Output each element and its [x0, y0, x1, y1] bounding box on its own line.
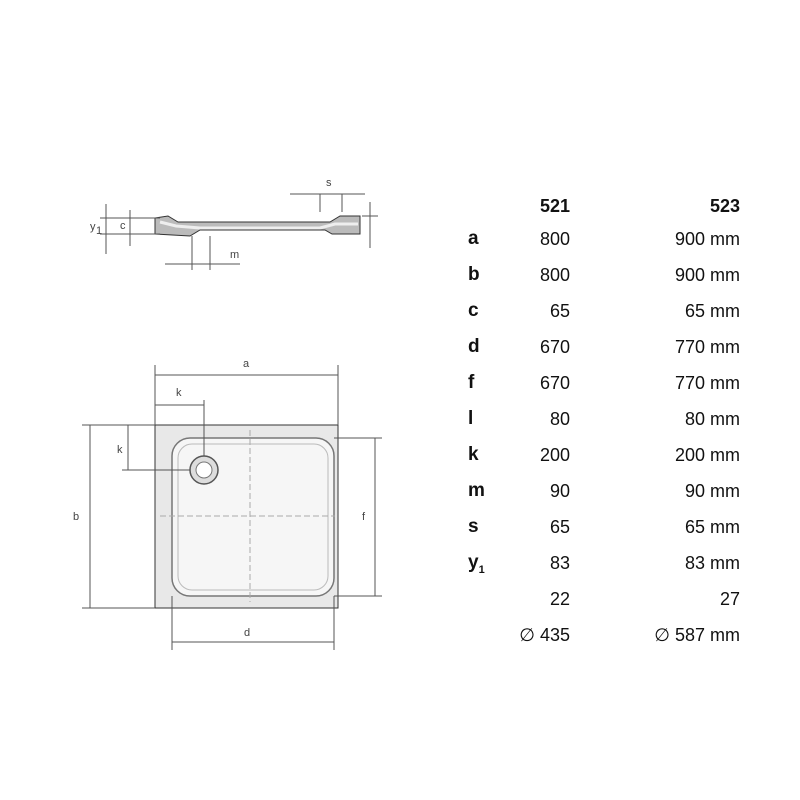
row-value-col1: 80	[549, 409, 570, 429]
table-row	[460, 619, 750, 655]
row-key: c	[468, 300, 479, 321]
dim-label-y1-sub: 1	[96, 225, 103, 237]
row-key: f	[468, 372, 475, 393]
row-key: k	[468, 444, 479, 465]
row-value-col2: 900 mm	[674, 265, 740, 285]
row-key-subscript: 1	[478, 563, 485, 576]
dim-label-b: b	[73, 511, 80, 523]
row-value-col2: 770 mm	[674, 337, 740, 357]
row-value-col2: 90 mm	[684, 481, 740, 501]
row-value-col2: 900 mm	[674, 229, 740, 249]
row-value-col1: 800	[539, 229, 570, 249]
row-key: d	[468, 336, 480, 357]
header-col1: 521	[539, 196, 570, 216]
table-row	[460, 223, 750, 259]
row-value-col1: 200	[539, 445, 570, 465]
row-value-col2: 200 mm	[674, 445, 740, 465]
row-value-col2: 83 mm	[684, 553, 740, 573]
table-row	[460, 439, 750, 475]
row-key: s	[468, 516, 479, 537]
dim-label-a: a	[243, 358, 250, 370]
table-row	[460, 475, 750, 511]
row-key-wrap	[468, 552, 485, 581]
dim-label-y1: y	[90, 221, 96, 233]
row-value-col2: 27	[719, 589, 740, 609]
plan-view	[82, 365, 382, 650]
dim-label-c: c	[120, 220, 126, 232]
row-value-col2: 65 mm	[684, 517, 740, 537]
dim-label-s: s	[326, 177, 332, 189]
row-value-col2: ∅ 587 mm	[654, 625, 740, 645]
row-value-col1: 670	[539, 373, 570, 393]
table-row	[460, 367, 750, 403]
table-row	[460, 259, 750, 295]
header-col2: 523	[709, 196, 740, 216]
table-row	[460, 511, 750, 547]
dimension-table	[460, 190, 750, 655]
row-value-col1: 800	[539, 265, 570, 285]
row-value-col1: 65	[549, 517, 570, 537]
row-key: b	[468, 264, 480, 285]
row-key: l	[468, 408, 474, 429]
row-value-col1: 83	[549, 553, 570, 573]
row-value-col2: 65 mm	[684, 301, 740, 321]
table-row	[460, 331, 750, 367]
row-value-col2: 770 mm	[674, 373, 740, 393]
table-rows	[460, 223, 750, 655]
row-key: a	[468, 228, 479, 249]
table-row	[460, 295, 750, 331]
row-key: m	[468, 480, 485, 501]
dim-label-d: d	[244, 627, 251, 639]
row-value-col1: 670	[539, 337, 570, 357]
dim-label-k-top: k	[176, 387, 182, 399]
row-value-col1: 22	[549, 589, 570, 609]
table-header	[460, 190, 750, 223]
dim-label-k-left: k	[117, 444, 123, 456]
table-row	[460, 403, 750, 439]
dim-label-f: f	[362, 511, 366, 523]
row-key: y	[468, 552, 479, 573]
row-value-col2: 80 mm	[684, 409, 740, 429]
table-row	[460, 547, 750, 583]
row-value-col1: ∅ 435	[519, 625, 570, 645]
dim-label-m: m	[230, 249, 240, 261]
table-row	[460, 583, 750, 619]
row-value-col1: 65	[549, 301, 570, 321]
row-value-col1: 90	[549, 481, 570, 501]
